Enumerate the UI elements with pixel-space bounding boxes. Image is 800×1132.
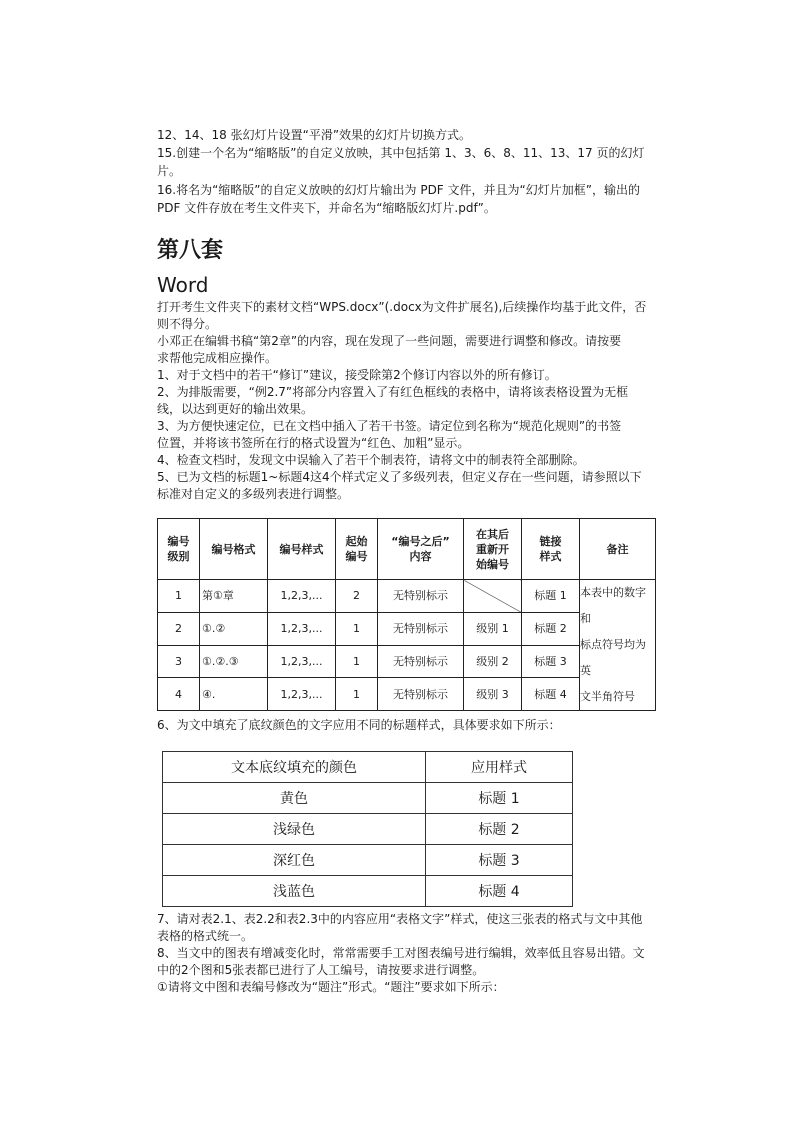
body2-line-1: 7、请对表2.1、表2.2和表2.3中的内容应用“表格文字”样式，使这三张表的格式与文中其他 bbox=[157, 912, 643, 926]
table-row bbox=[163, 783, 573, 814]
body-line-4: 求帮他完成相应操作。 bbox=[157, 351, 278, 365]
item-6-text: 6、为文中填充了底纹颜色的文字应用不同的标题样式，具体要求如下所示： bbox=[157, 718, 561, 732]
table-cell: 标题 2 bbox=[522, 612, 580, 645]
shading-style-table bbox=[162, 751, 573, 907]
section-heading: 第八套 bbox=[157, 238, 224, 263]
header-cell: 编号 级别 bbox=[158, 519, 200, 580]
table-cell: 无特别标示 bbox=[378, 678, 464, 711]
table-cell: 级别 3 bbox=[464, 678, 522, 711]
intro-line-5: PDF 文件存放在考生文件夹下，并命名为“缩略版幻灯片.pdf”。 bbox=[157, 201, 496, 215]
multilevel-list-table bbox=[157, 518, 656, 711]
table-cell: 第①章 bbox=[200, 580, 268, 613]
table-cell: 无特别标示 bbox=[378, 580, 464, 613]
table-cell: 标题 1 bbox=[426, 783, 573, 814]
table-cell: 4 bbox=[158, 678, 200, 711]
header-cell: “编号之后” 内容 bbox=[378, 519, 464, 580]
body2-line-4: 中的2个图和5张表都已进行了人工编号，请按要求进行调整。 bbox=[157, 963, 485, 977]
table-cell: 2 bbox=[336, 580, 378, 613]
note-cell bbox=[580, 580, 656, 711]
header-cell: 在其后 重新开 始编号 bbox=[464, 519, 522, 580]
table-cell: 标题 4 bbox=[426, 876, 573, 907]
intro-line-4: 16.将名为“缩略版”的自定义放映的幻灯片输出为 PDF 文件，并且为“幻灯片加框”，输出的 bbox=[157, 183, 640, 197]
table-cell: 黄色 bbox=[163, 783, 426, 814]
table-cell: 1 bbox=[336, 678, 378, 711]
table-cell: 1,2,3,... bbox=[268, 580, 336, 613]
body-line-2: 则不得分。 bbox=[157, 317, 218, 331]
body-line-5: 1、对于文档中的若干“修订”建议，接受除第2个修订内容以外的所有修订。 bbox=[157, 368, 557, 382]
table-cell: 浅蓝色 bbox=[163, 876, 426, 907]
table-cell: 1 bbox=[158, 580, 200, 613]
note-line: 文半角符号 bbox=[580, 690, 635, 703]
table-row bbox=[163, 876, 573, 907]
table-row bbox=[158, 580, 656, 613]
table-header-row bbox=[158, 519, 656, 580]
diagonal-empty-cell bbox=[464, 580, 522, 613]
header-cell: 编号格式 bbox=[200, 519, 268, 580]
table-cell: 级别 1 bbox=[464, 612, 522, 645]
table-row bbox=[163, 814, 573, 845]
table-cell: 标题 4 bbox=[522, 678, 580, 711]
intro-line-3: 片。 bbox=[157, 164, 182, 178]
header-cell: 链接 样式 bbox=[522, 519, 580, 580]
header-cell: 文本底纹填充的颜色 bbox=[163, 752, 426, 783]
table-row bbox=[163, 845, 573, 876]
table-cell: 标题 1 bbox=[522, 580, 580, 613]
table-cell: 无特别标示 bbox=[378, 612, 464, 645]
table-cell: 1,2,3,... bbox=[268, 678, 336, 711]
table-cell: 1 bbox=[336, 612, 378, 645]
body2-line-3: 8、当文中的图表有增减变化时，常常需要手工对图表编号进行编辑，效率低且容易出错。文 bbox=[157, 946, 645, 960]
table-cell: 1,2,3,... bbox=[268, 612, 336, 645]
note-line: 本表中的数字和 bbox=[580, 586, 646, 625]
intro-line-1: 12、14、18 张幻灯片设置“平滑”效果的幻灯片切换方式。 bbox=[157, 128, 472, 142]
table-cell: 3 bbox=[158, 645, 200, 678]
header-cell: 编号样式 bbox=[268, 519, 336, 580]
body-line-11: 5、已为文档的标题1~标题4这4个样式定义了多级列表，但定义存在一些问题，请参照以下 bbox=[157, 470, 642, 484]
table-cell: 标题 3 bbox=[426, 845, 573, 876]
table-cell: 深红色 bbox=[163, 845, 426, 876]
table-cell: 1 bbox=[336, 645, 378, 678]
table-cell: ①.②.③ bbox=[200, 645, 268, 678]
body-line-12: 标准对自定义的多级列表进行调整。 bbox=[157, 487, 350, 501]
body-line-7: 线，以达到更好的输出效果。 bbox=[157, 402, 314, 416]
section-subheading: Word bbox=[157, 273, 209, 297]
body-line-10: 4、检查文档时，发现文中误输入了若干个制表符，请将文中的制表符全部删除。 bbox=[157, 453, 585, 467]
body-line-6: 2、为排版需要，“例2.7”将部分内容置入了有红色框线的表格中，请将该表格设置为无框 bbox=[157, 385, 629, 399]
note-line: 标点符号均为英 bbox=[580, 638, 646, 677]
table-cell: 级别 2 bbox=[464, 645, 522, 678]
table-cell: 标题 2 bbox=[426, 814, 573, 845]
body-line-3: 小邓正在编辑书稿“第2章”的内容，现在发现了一些问题，需要进行调整和修改。请按要 bbox=[157, 334, 622, 348]
header-cell: 起始 编号 bbox=[336, 519, 378, 580]
body2-line-5: ①请将文中图和表编号修改为“题注”形式。“题注”要求如下所示： bbox=[157, 980, 505, 994]
table-header-row bbox=[163, 752, 573, 783]
body-line-9: 位置，并将该书签所在行的格式设置为“红色、加粗”显示。 bbox=[157, 436, 470, 450]
header-cell: 应用样式 bbox=[426, 752, 573, 783]
table-cell: ①.② bbox=[200, 612, 268, 645]
body-line-1: 打开考生文件夹下的素材文档“WPS.docx”(.docx为文件扩展名),后续操作均基于此文件，否 bbox=[157, 300, 647, 314]
table-cell: 1,2,3,... bbox=[268, 645, 336, 678]
body-line-8: 3、为方便快速定位，已在文档中插入了若干书签。请定位到名称为“规范化规则”的书签 bbox=[157, 419, 622, 433]
table-cell: 浅绿色 bbox=[163, 814, 426, 845]
table-cell: 标题 3 bbox=[522, 645, 580, 678]
body2-line-2: 表格的格式统一。 bbox=[157, 929, 254, 943]
table-cell: ④. bbox=[200, 678, 268, 711]
header-cell: 备注 bbox=[580, 519, 656, 580]
table-cell: 2 bbox=[158, 612, 200, 645]
table-cell: 无特别标示 bbox=[378, 645, 464, 678]
intro-line-2: 15.创建一个名为“缩略版”的自定义放映，其中包括第 1、3、6、8、11、13、17 页的幻灯 bbox=[157, 146, 645, 160]
